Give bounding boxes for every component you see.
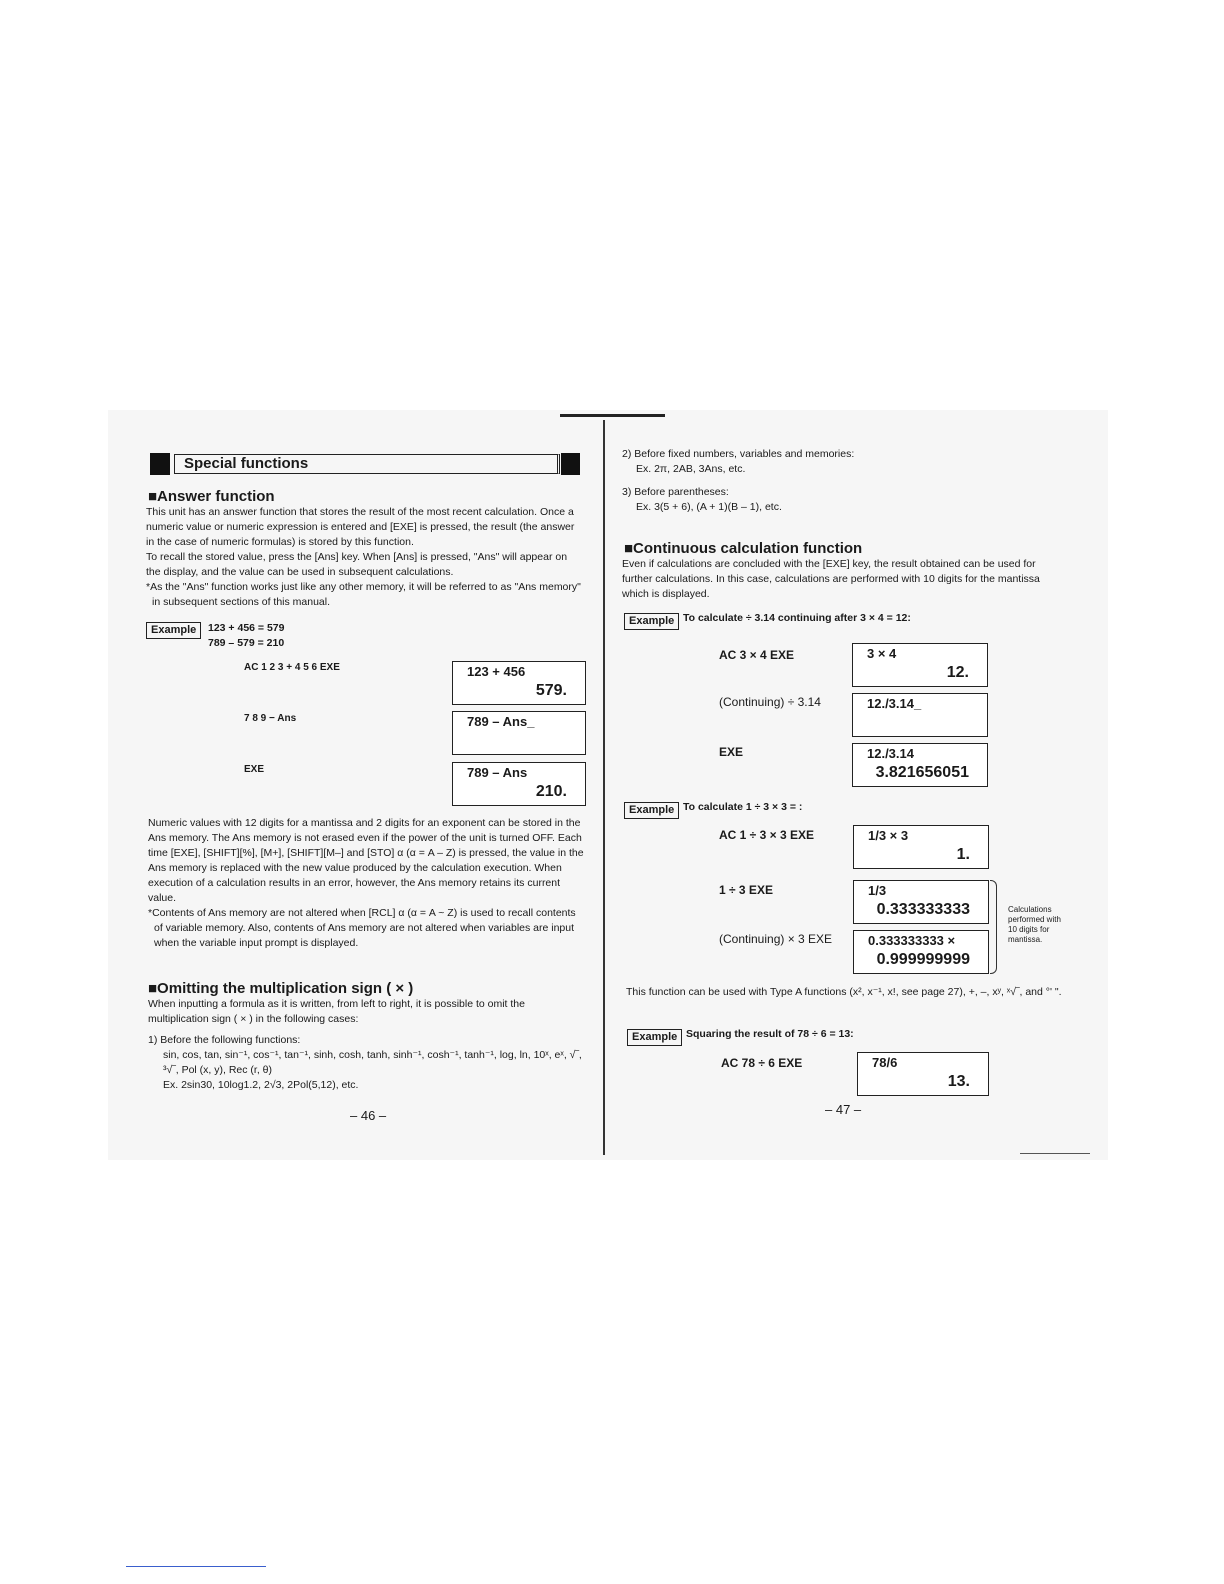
display-1-line2: 579. (535, 682, 567, 699)
r-display-1-line2: 12. (946, 664, 969, 681)
r-keyseq-6: (Continuing) × 3 EXE (719, 932, 833, 946)
r-display-6-line1: 0.333333333 × (868, 933, 956, 948)
r-display-7-line2: 13. (947, 1073, 970, 1090)
keyseq-2: 7 8 9 − Ans (244, 713, 297, 724)
r-keyseq-2: (Continuing) ÷ 3.14 (719, 695, 821, 709)
r-display-7 (857, 1052, 989, 1096)
answer-p2: To recall the stored value, press the [Ans] key. When [Ans] is pressed, "Ans" will appear on the display, and the value can be used in subsequent calculations. (146, 551, 568, 578)
title-right-square (561, 453, 580, 475)
example-label: Example (146, 622, 201, 639)
answer-p3: *As the "Ans" function works just like any other memory, it will be referred to as "Ans memory" in subsequent sections of this manual. (146, 581, 581, 608)
example-2 (624, 611, 679, 630)
r-display-3 (852, 743, 988, 787)
example-2-text: To calculate ÷ 3.14 continuing after 3 × 4 = 12: (683, 612, 911, 624)
r-display-6-line2: 0.999999999 (876, 951, 970, 968)
r-display-6 (853, 930, 989, 974)
display-1-line1: 123 + 456 (467, 664, 526, 679)
item3: 3) Before parentheses: (622, 486, 729, 498)
r-display-1 (852, 643, 988, 687)
display-2-line1: 789 – Ans_ (467, 714, 535, 729)
section-title: Special functions (184, 455, 309, 472)
r-keyseq-4: AC 1 ÷ 3 × 3 EXE (719, 828, 814, 842)
answer-text (146, 505, 584, 610)
example-1-line2: 789 – 579 = 210 (208, 637, 285, 649)
r-keyseq-5: 1 ÷ 3 EXE (719, 883, 773, 897)
answer-p1: This unit has an answer function that stores the result of the most recent calculation. Once a numeric value or numeric expression is entered and [EXE] is pressed, the result (the answer in the case of numeric formulas) is stored by this function. (146, 506, 575, 548)
gutter-top-mark (560, 414, 665, 417)
page-gutter (603, 420, 605, 1155)
section-title-bar (150, 453, 580, 475)
item2: 2) Before fixed numbers, variables and memories: (622, 448, 855, 460)
ans-memory-p5: *Contents of Ans memory are not altered when [RCL] α (α = A ~ Z) is used to recall contents of variable memory. Also, contents of Ans memory are not altered when variables are input when the variable input prompt is displayed. (148, 907, 576, 949)
r-display-5-line2: 0.333333333 (876, 901, 970, 918)
example-3 (624, 800, 679, 819)
display-2 (452, 711, 586, 755)
r-display-1-line1: 3 × 4 (867, 646, 897, 661)
omit-text (148, 997, 586, 1093)
example-4-label: Example (627, 1029, 682, 1046)
omit-p1: When inputting a formula as it is written, from left to right, it is possible to omit the multiplication sign ( × ) in the following cases: (148, 998, 525, 1025)
example-4-text: Squaring the result of 78 ÷ 6 = 13: (686, 1028, 854, 1040)
r-display-5-line1: 1/3 (868, 883, 887, 898)
r-display-3-line1: 12./3.14 (867, 746, 914, 761)
r-display-2 (852, 693, 988, 737)
omit-item1-ex: Ex. 2sin30, 10log1.2, 2√3, 2Pol(5,12), etc. (163, 1079, 359, 1091)
item2-ex: Ex. 2π, 2AB, 3Ans, etc. (636, 463, 746, 475)
r-keyseq-3: EXE (719, 745, 744, 759)
continuous-heading: ■Continuous calculation function (624, 540, 863, 557)
r-keyseq-7: AC 78 ÷ 6 EXE (721, 1056, 803, 1070)
brace (990, 880, 997, 974)
ans-memory-p4: Numeric values with 12 digits for a mantissa and 2 digits for an exponent can be stored in the Ans memory. The Ans memory is not erased even if the power of the unit is turned OFF. Each time [EXE], [SHIFT][%], [M+], [SHIFT][M–] and [STO] α (α = A – Z) is pressed, the value in the Ans memory is replaced with the new value produced by the calculation execution. When execution of a calculation results in an error, however, the Ans memory retains its current value. (148, 817, 584, 904)
page-number-left: – 46 – (350, 1108, 387, 1123)
bottom-right-rule (1020, 1153, 1090, 1154)
keyseq-1: AC 1 2 3 + 4 5 6 EXE (244, 662, 340, 673)
r-display-2-line1: 12./3.14_ (867, 696, 922, 711)
page-number-right: – 47 – (825, 1102, 862, 1117)
omit-item1: 1) Before the following functions: (148, 1034, 301, 1046)
r-display-5 (853, 880, 989, 924)
r-display-3-line2: 3.821656051 (875, 764, 969, 781)
display-1 (452, 661, 586, 705)
continuous-p2: This function can be used with Type A functions (x², x⁻¹, x!, see page 27), +, –, xʸ, ˣ√‾, and °' ". (626, 986, 1062, 998)
title-left-square (150, 453, 170, 475)
side-note: Calculations performed with 10 digits for mantissa. (1008, 905, 1061, 944)
r-display-7-line1: 78/6 (872, 1055, 898, 1070)
r-display-4 (853, 825, 989, 869)
omit-heading: ■Omitting the multiplication sign ( × ) (148, 980, 414, 997)
display-3-line1: 789 – Ans (467, 765, 528, 780)
example-1 (146, 620, 201, 639)
continuous-p1: Even if calculations are concluded with the [EXE] key, the result obtained can be used for further calculations. In this case, calculations are performed with 10 digits for the mantissa which is displayed. (622, 558, 1040, 600)
example-4 (627, 1027, 682, 1046)
r-display-4-line2: 1. (956, 846, 970, 863)
example-3-label: Example (624, 802, 679, 819)
item3-ex: Ex. 3(5 + 6), (A + 1)(B – 1), etc. (636, 501, 782, 513)
example-1-line1: 123 + 456 = 579 (208, 622, 285, 634)
omit-continued (622, 447, 1062, 515)
r-keyseq-1: AC 3 × 4 EXE (719, 648, 795, 662)
omit-item1-funcs: sin, cos, tan, sin⁻¹, cos⁻¹, tan⁻¹, sinh, cosh, tanh, sinh⁻¹, cosh⁻¹, tanh⁻¹, log, ln, 10ˣ, eˣ, √‾, ³√‾, Pol (x, y), Rec (r, θ) (163, 1049, 582, 1076)
display-3 (452, 762, 586, 806)
display-3-line2: 210. (535, 783, 567, 800)
answer-function-heading: ■Answer function (148, 488, 275, 505)
ans-memory-text (148, 816, 586, 951)
example-2-label: Example (624, 613, 679, 630)
keyseq-3: EXE (244, 764, 265, 775)
bottom-left-link-rule (126, 1566, 266, 1567)
example-3-text: To calculate 1 ÷ 3 × 3 = : (683, 801, 803, 813)
r-display-4-line1: 1/3 × 3 (868, 828, 909, 843)
